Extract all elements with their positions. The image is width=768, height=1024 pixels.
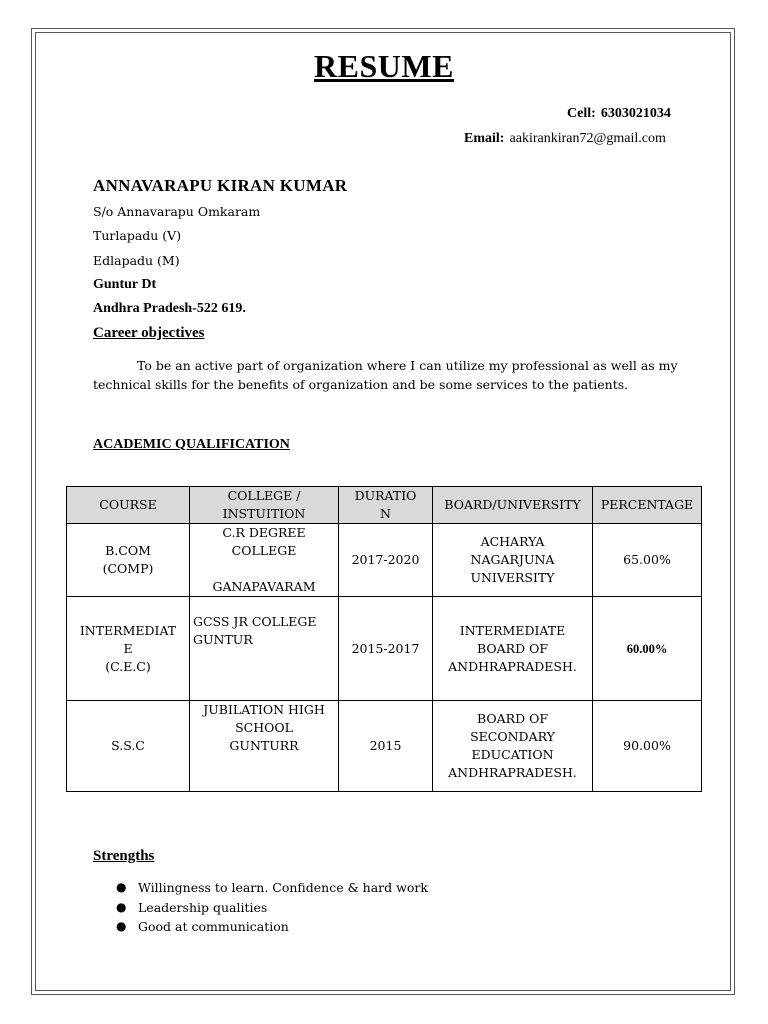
board-cell (433, 701, 593, 792)
college-line: GUNTURR (229, 738, 299, 753)
strengths-heading: Strengths (93, 848, 155, 864)
resume-title: RESUME (314, 48, 454, 84)
list-item (116, 878, 428, 898)
board-line: NAGARJUNA (470, 552, 555, 567)
bullet-icon: ● (116, 919, 127, 933)
percentage-cell: 60.00% (593, 597, 702, 701)
course-line: (C.E.C) (105, 658, 151, 674)
course-cell (67, 524, 190, 597)
strength-text: Good at communication (138, 919, 289, 934)
course-line: (COMP) (102, 561, 154, 576)
college-line: COLLEGE (231, 543, 297, 558)
email-label: Email: (464, 131, 505, 146)
course-line: INTERMEDIAT (79, 622, 177, 638)
address-line-5: Andhra Pradesh-522 619. (93, 301, 246, 316)
academic-heading: ACADEMIC QUALIFICATION (93, 437, 290, 452)
header-college-line: INSTUITION (222, 506, 306, 521)
academic-table (66, 486, 702, 792)
career-paragraph (93, 356, 693, 394)
address-line-4: Guntur Dt (93, 277, 157, 292)
strength-text: Leadership qualities (138, 899, 268, 915)
course-cell: S.S.C (67, 701, 190, 792)
board-line: ANDHRAPRADESH. (448, 765, 577, 780)
board-cell (433, 524, 593, 597)
duration-cell: 2015 (339, 701, 433, 792)
table-row (67, 597, 702, 701)
cell-label: Cell: (567, 106, 596, 121)
board-cell (433, 597, 593, 701)
duration-cell: 2017-2020 (339, 524, 433, 597)
college-line: GANAPAVARAM (212, 579, 316, 594)
college-cell (190, 524, 339, 597)
header-duration-line: N (380, 506, 391, 521)
board-line: SECONDARY (470, 729, 555, 744)
cell-value: 6303021034 (600, 106, 671, 121)
board-line: EDUCATION (471, 747, 554, 762)
course-line: E (123, 640, 133, 656)
table-row (67, 524, 702, 597)
address-line-1: S/o Annavarapu Omkaram (93, 204, 261, 219)
header-course: COURSE (67, 487, 190, 524)
email-contact (464, 127, 666, 147)
percentage-cell: 65.00% (593, 524, 702, 597)
board-line: ANDHRAPRADESH. (448, 658, 577, 674)
college-line: C.R DEGREE (222, 525, 306, 540)
candidate-name: ANNAVARAPU KIRAN KUMAR (93, 176, 348, 195)
career-text: To be an active part of organization where I can utilize my professional as well as my technical skills for the benefits of organization and be some services to the patients. (93, 358, 678, 392)
table-header-row (67, 487, 702, 524)
percentage-cell: 90.00% (593, 701, 702, 792)
header-duration (339, 487, 433, 524)
header-college-line: COLLEGE / (227, 488, 301, 503)
header-percentage: PERCENTAGE (593, 487, 702, 524)
board-line: ACHARYA (480, 534, 545, 549)
board-line: BOARD OF (476, 640, 549, 656)
college-line: SCHOOL (235, 720, 293, 735)
board-line: BOARD OF (476, 711, 549, 726)
duration-cell: 2015-2017 (339, 597, 433, 701)
college-line (193, 560, 335, 578)
bullet-icon: ● (116, 899, 127, 914)
bullet-icon: ● (116, 880, 127, 894)
address-line-2: Turlapadu (V) (93, 228, 182, 243)
list-item (116, 917, 428, 937)
college-line: GCSS JR COLLEGE (193, 614, 317, 629)
college-line: JUBILATION HIGH (203, 702, 325, 717)
table-row (67, 701, 702, 792)
college-cell (190, 597, 339, 701)
board-line: UNIVERSITY (470, 570, 555, 585)
header-duration-line: DURATIO (354, 488, 417, 503)
address-line-3: Edlapadu (M) (93, 253, 180, 268)
list-item (116, 898, 428, 918)
college-cell (190, 701, 339, 792)
strengths-list (100, 878, 428, 937)
cell-contact (567, 102, 671, 122)
header-board: BOARD/UNIVERSITY (433, 487, 593, 524)
career-heading: Career objectives (93, 325, 205, 341)
course-line: B.COM (105, 543, 151, 558)
course-cell (67, 597, 190, 701)
college-line: GUNTUR (193, 632, 253, 647)
strength-text: Willingness to learn. Confidence & hard work (138, 880, 428, 895)
board-line: INTERMEDIATE (459, 622, 566, 638)
header-college (190, 487, 339, 524)
email-value: aakirankiran72@gmail.com (509, 131, 666, 146)
